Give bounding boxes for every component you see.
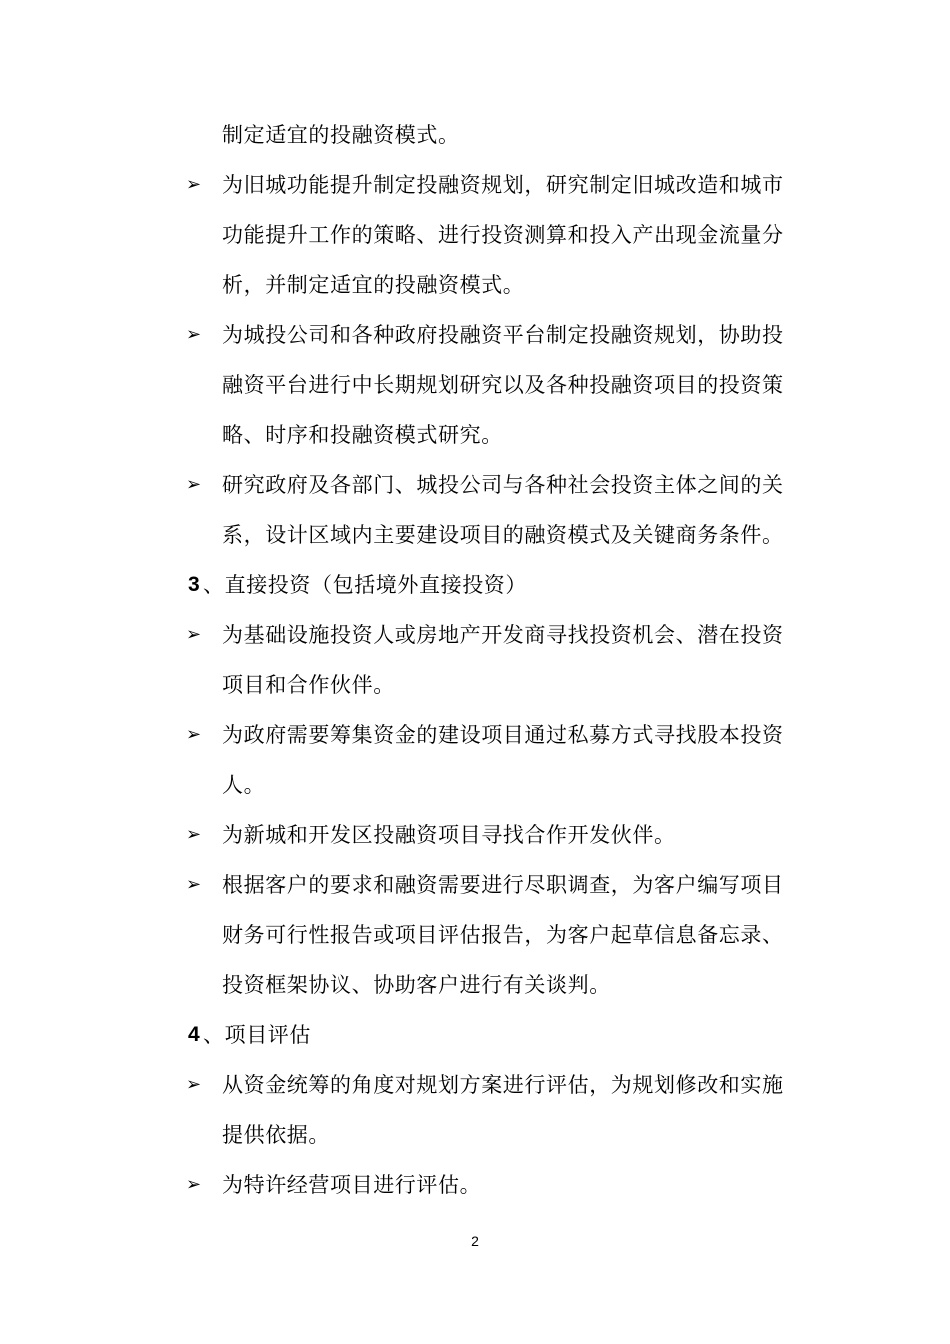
text-line: 析，并制定适宜的投融资模式。 — [222, 273, 525, 297]
section-heading: 、项目评估 — [203, 1023, 311, 1047]
bullet-arrow-icon: ➢ — [186, 474, 202, 495]
text-line: 为城投公司和各种政府投融资平台制定投融资规划，协助投 — [222, 323, 784, 347]
bullet-arrow-icon: ➢ — [186, 1174, 202, 1195]
text-line: 为特许经营项目进行评估。 — [222, 1173, 482, 1197]
text-line: 功能提升工作的策略、进行投资测算和投入产出现金流量分 — [222, 223, 784, 247]
text-line: 项目和合作伙伴。 — [222, 673, 395, 697]
text-line: 略、时序和投融资模式研究。 — [222, 423, 503, 447]
text-line: 融资平台进行中长期规划研究以及各种投融资项目的投资策 — [222, 373, 784, 397]
bullet-arrow-icon: ➢ — [186, 174, 202, 195]
text-line: 为新城和开发区投融资项目寻找合作开发伙伴。 — [222, 823, 676, 847]
text-line: 制定适宜的投融资模式。 — [222, 123, 460, 147]
section-number: 3 — [188, 573, 200, 596]
text-line: 为旧城功能提升制定投融资规划，研究制定旧城改造和城市 — [222, 173, 784, 197]
text-line: 投资框架协议、协助客户进行有关谈判。 — [222, 973, 611, 997]
text-line: 研究政府及各部门、城投公司与各种社会投资主体之间的关 — [222, 473, 784, 497]
section-number: 4 — [188, 1023, 200, 1046]
text-line: 根据客户的要求和融资需要进行尽职调查，为客户编写项目 — [222, 873, 784, 897]
page-number: 2 — [471, 1233, 479, 1249]
bullet-arrow-icon: ➢ — [186, 874, 202, 895]
text-line: 人。 — [222, 773, 266, 797]
bullet-arrow-icon: ➢ — [186, 624, 202, 645]
bullet-arrow-icon: ➢ — [186, 1074, 202, 1095]
section-heading: 、直接投资（包括境外直接投资） — [203, 573, 527, 597]
text-line: 系，设计区域内主要建设项目的融资模式及关键商务条件。 — [222, 523, 784, 547]
bullet-arrow-icon: ➢ — [186, 324, 202, 345]
text-line: 财务可行性报告或项目评估报告，为客户起草信息备忘录、 — [222, 923, 784, 947]
text-line: 为基础设施投资人或房地产开发商寻找投资机会、潜在投资 — [222, 623, 784, 647]
text-line: 为政府需要筹集资金的建设项目通过私募方式寻找股本投资 — [222, 723, 784, 747]
bullet-arrow-icon: ➢ — [186, 724, 202, 745]
bullet-arrow-icon: ➢ — [186, 824, 202, 845]
text-line: 提供依据。 — [222, 1123, 330, 1147]
text-line: 从资金统筹的角度对规划方案进行评估，为规划修改和实施 — [222, 1073, 784, 1097]
